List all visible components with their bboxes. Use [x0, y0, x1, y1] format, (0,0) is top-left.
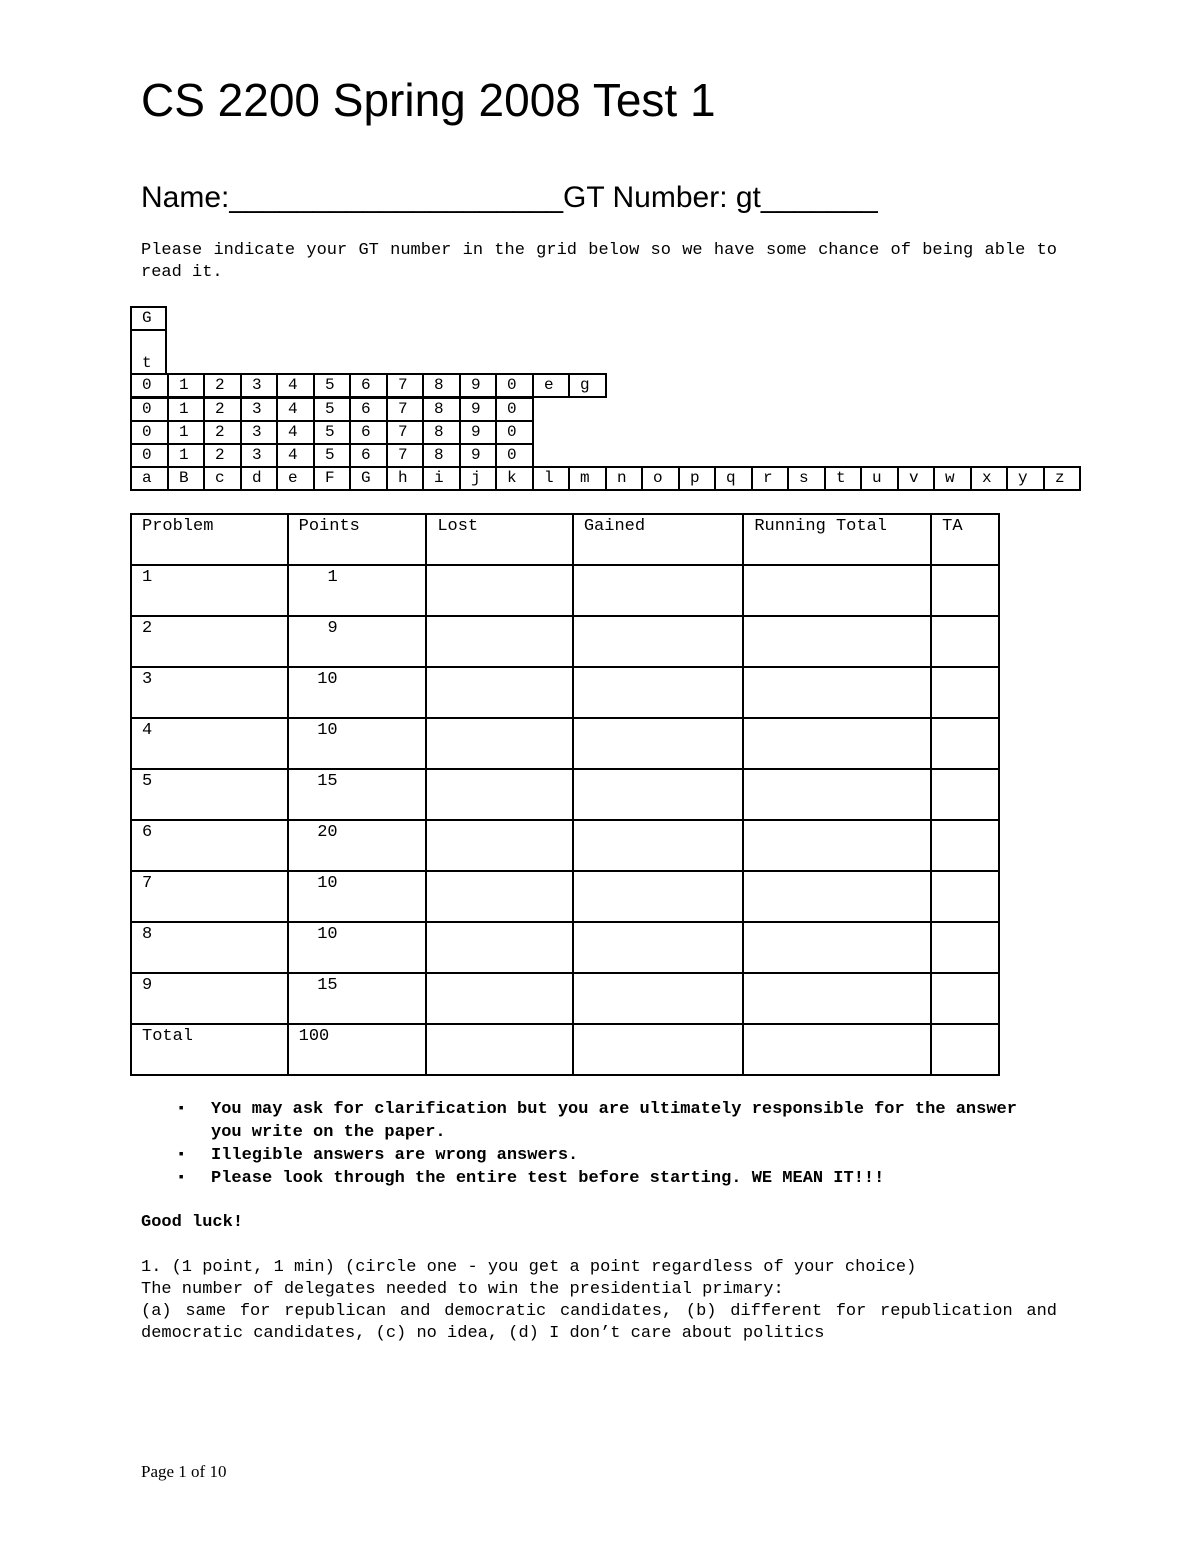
points-value: 100	[298, 1027, 330, 1046]
grid-cell[interactable]: 6	[349, 420, 388, 445]
grid-cell[interactable]: 3	[240, 373, 278, 398]
grid-cell[interactable]: j	[459, 466, 497, 491]
grid-cell[interactable]: 5	[313, 420, 351, 445]
problem-cell: Total	[131, 1024, 288, 1075]
bullet-icon: ▪	[177, 1101, 186, 1117]
running-total-cell[interactable]	[743, 820, 931, 871]
points-cell	[288, 616, 427, 667]
grid-cell[interactable]: a	[130, 466, 169, 491]
table-row	[131, 922, 999, 973]
grid-cell[interactable]: 0	[130, 373, 169, 398]
grid-cell[interactable]: h	[386, 466, 424, 491]
lost-cell[interactable]	[426, 565, 573, 616]
grid-cell[interactable]: s	[787, 466, 826, 491]
grid-cell[interactable]: w	[933, 466, 972, 491]
points-cell	[288, 667, 427, 718]
bullet-text: Illegible answers are wrong answers.	[211, 1146, 579, 1165]
running-total-cell[interactable]	[743, 871, 931, 922]
table-row	[131, 565, 999, 616]
lost-cell[interactable]	[426, 1024, 573, 1075]
gained-cell[interactable]	[573, 922, 744, 973]
gt-number-grid	[0, 0, 1200, 500]
page-number-footer: Page 1 of 10	[141, 1462, 227, 1481]
lost-cell[interactable]	[426, 616, 573, 667]
grid-cell[interactable]: 3	[240, 397, 278, 422]
grid-cell[interactable]: 0	[495, 397, 534, 422]
question-1-prompt: The number of delegates needed to win the presidential primary:	[141, 1280, 784, 1299]
grid-cell[interactable]: c	[203, 466, 242, 491]
points-value: 10	[317, 721, 338, 740]
grid-header-cell: G	[130, 306, 167, 331]
grid-cell[interactable]: 8	[422, 420, 461, 445]
grid-cell[interactable]: d	[240, 466, 278, 491]
lost-cell[interactable]	[426, 820, 573, 871]
gained-cell[interactable]	[573, 973, 744, 1024]
problem-cell: 1	[131, 565, 288, 616]
list-item	[141, 1167, 1041, 1190]
grid-cell[interactable]: 5	[313, 373, 351, 398]
problem-cell: 7	[131, 871, 288, 922]
grid-cell[interactable]: o	[641, 466, 680, 491]
column-header: TA	[931, 514, 999, 565]
column-header: Points	[288, 514, 427, 565]
grid-cell[interactable]: 9	[459, 443, 497, 468]
grid-cell[interactable]: 0	[130, 443, 169, 468]
grid-cell[interactable]: 3	[240, 420, 278, 445]
name-gt-number-line: Name:____________________GT Number: gt_______	[141, 181, 878, 214]
grid-cell[interactable]: 0	[495, 373, 534, 398]
gained-cell[interactable]	[573, 616, 744, 667]
grid-cell[interactable]: 7	[386, 420, 424, 445]
points-cell	[288, 820, 427, 871]
bullet-text: Please look through the entire test before starting. WE MEAN IT!!!	[211, 1169, 885, 1188]
grid-cell[interactable]: 9	[459, 397, 497, 422]
question-1	[141, 1257, 1057, 1345]
lost-cell[interactable]	[426, 667, 573, 718]
grid-cell[interactable]: k	[495, 466, 534, 491]
grid-cell[interactable]: 8	[422, 397, 461, 422]
points-value: 10	[317, 925, 338, 944]
problem-cell: 9	[131, 973, 288, 1024]
grid-cell[interactable]: 6	[349, 397, 388, 422]
points-value: 9	[327, 619, 338, 638]
grid-cell[interactable]: 6	[349, 373, 388, 398]
page-title: CS 2200 Spring 2008 Test 1	[141, 74, 716, 126]
grid-cell[interactable]: z	[1043, 466, 1081, 491]
running-total-cell[interactable]	[743, 718, 931, 769]
points-value: 15	[317, 976, 338, 995]
grid-cell[interactable]: 6	[349, 443, 388, 468]
grid-cell[interactable]: 0	[495, 420, 534, 445]
grid-cell[interactable]: 3	[240, 443, 278, 468]
gained-cell[interactable]	[573, 565, 744, 616]
grid-cell[interactable]: 5	[313, 443, 351, 468]
grid-cell[interactable]: q	[714, 466, 753, 491]
gained-cell[interactable]	[573, 1024, 744, 1075]
bullet-icon: ▪	[177, 1147, 186, 1163]
gained-cell[interactable]	[573, 871, 744, 922]
lost-cell[interactable]	[426, 718, 573, 769]
grid-cell[interactable]: v	[897, 466, 935, 491]
grid-cell[interactable]: 9	[459, 373, 497, 398]
grid-cell[interactable]: g	[568, 373, 607, 398]
points-cell	[288, 871, 427, 922]
grid-cell[interactable]: t	[824, 466, 862, 491]
grid-cell[interactable]: 1	[167, 397, 205, 422]
table-row	[131, 1024, 999, 1075]
grid-cell[interactable]: m	[568, 466, 607, 491]
table-row	[131, 718, 999, 769]
instruction-bullets	[141, 1098, 1041, 1190]
grid-cell[interactable]: 8	[422, 373, 461, 398]
gained-cell[interactable]	[573, 769, 744, 820]
column-header: Running Total	[743, 514, 931, 565]
points-value: 10	[317, 874, 338, 893]
table-row	[131, 667, 999, 718]
question-1-header: 1. (1 point, 1 min) (circle one - you get a point regardless of your choice)	[141, 1258, 917, 1277]
ta-cell[interactable]	[931, 871, 999, 922]
grid-cell[interactable]: B	[167, 466, 205, 491]
ta-cell[interactable]	[931, 667, 999, 718]
grid-cell[interactable]: 0	[495, 443, 534, 468]
grid-cell[interactable]: 9	[459, 420, 497, 445]
grid-cell[interactable]: 1	[167, 373, 205, 398]
table-row	[131, 820, 999, 871]
points-cell	[288, 973, 427, 1024]
running-total-cell[interactable]	[743, 973, 931, 1024]
bullet-text: You may ask for clarification but you are ultimately responsible for the answer you write on the paper.	[211, 1100, 1017, 1142]
points-value: 1	[327, 568, 338, 587]
list-item	[141, 1144, 1041, 1167]
grid-cell[interactable]: l	[532, 466, 570, 491]
grid-cell[interactable]: 4	[276, 443, 315, 468]
table-row	[131, 769, 999, 820]
grid-cell[interactable]: i	[422, 466, 461, 491]
ta-cell[interactable]	[931, 718, 999, 769]
grid-cell[interactable]: 2	[203, 397, 242, 422]
grid-cell[interactable]: e	[532, 373, 570, 398]
grid-cell[interactable]: 7	[386, 443, 424, 468]
points-cell	[288, 1024, 427, 1075]
column-header: Lost	[426, 514, 573, 565]
question-1-options: (a) same for republican and democratic candidates, (b) different for republication and democratic candidates, (c) no idea, (d) I don’t care about politics	[141, 1302, 1057, 1343]
ta-cell[interactable]	[931, 769, 999, 820]
running-total-cell[interactable]	[743, 565, 931, 616]
points-value: 10	[317, 670, 338, 689]
grid-cell[interactable]: r	[751, 466, 789, 491]
grid-cell[interactable]: e	[276, 466, 315, 491]
ta-cell[interactable]	[931, 820, 999, 871]
score-table-header-row	[131, 514, 999, 565]
running-total-cell[interactable]	[743, 922, 931, 973]
grid-cell[interactable]: p	[678, 466, 716, 491]
ta-cell[interactable]	[931, 616, 999, 667]
grid-cell[interactable]: 2	[203, 420, 242, 445]
grid-cell[interactable]: 0	[130, 397, 169, 422]
column-header: Gained	[573, 514, 744, 565]
list-item	[141, 1098, 1041, 1144]
points-cell	[288, 769, 427, 820]
points-cell	[288, 718, 427, 769]
grid-cell[interactable]: 8	[422, 443, 461, 468]
grid-header-cell: t	[130, 329, 167, 375]
gained-cell[interactable]	[573, 820, 744, 871]
ta-cell[interactable]	[931, 565, 999, 616]
running-total-cell[interactable]	[743, 667, 931, 718]
problem-cell: 3	[131, 667, 288, 718]
problem-cell: 6	[131, 820, 288, 871]
table-row	[131, 871, 999, 922]
grid-cell[interactable]: 2	[203, 443, 242, 468]
gained-cell[interactable]	[573, 718, 744, 769]
grid-cell[interactable]: 7	[386, 373, 424, 398]
good-luck-text: Good luck!	[141, 1213, 244, 1232]
points-cell	[288, 922, 427, 973]
running-total-cell[interactable]	[743, 616, 931, 667]
problem-cell: 5	[131, 769, 288, 820]
ta-cell[interactable]	[931, 1024, 999, 1075]
grid-cell[interactable]: F	[313, 466, 351, 491]
points-value: 20	[317, 823, 338, 842]
table-row	[131, 616, 999, 667]
grid-cell[interactable]: 1	[167, 420, 205, 445]
lost-cell[interactable]	[426, 769, 573, 820]
running-total-cell[interactable]	[743, 769, 931, 820]
grid-cell[interactable]: 5	[313, 397, 351, 422]
points-cell	[288, 565, 427, 616]
grid-cell[interactable]: 0	[130, 420, 169, 445]
score-table	[130, 513, 1000, 1076]
points-value: 15	[317, 772, 338, 791]
grid-cell[interactable]: x	[970, 466, 1008, 491]
gained-cell[interactable]	[573, 667, 744, 718]
problem-cell: 8	[131, 922, 288, 973]
grid-cell[interactable]: 1	[167, 443, 205, 468]
lost-cell[interactable]	[426, 922, 573, 973]
gt-grid-instructions: Please indicate your GT number in the grid below so we have some chance of being able to read it.	[141, 241, 1057, 282]
table-row	[131, 973, 999, 1024]
problem-cell: 4	[131, 718, 288, 769]
grid-cell[interactable]: 7	[386, 397, 424, 422]
grid-cell[interactable]: 2	[203, 373, 242, 398]
grid-cell[interactable]: 4	[276, 373, 315, 398]
lost-cell[interactable]	[426, 871, 573, 922]
column-header: Problem	[131, 514, 288, 565]
lost-cell[interactable]	[426, 973, 573, 1024]
grid-cell[interactable]: n	[605, 466, 643, 491]
problem-cell: 2	[131, 616, 288, 667]
ta-cell[interactable]	[931, 973, 999, 1024]
bullet-icon: ▪	[177, 1170, 186, 1186]
grid-cell[interactable]: 4	[276, 397, 315, 422]
grid-cell[interactable]: y	[1006, 466, 1045, 491]
grid-cell[interactable]: 4	[276, 420, 315, 445]
running-total-cell[interactable]	[743, 1024, 931, 1075]
grid-cell[interactable]: G	[349, 466, 388, 491]
grid-cell[interactable]: u	[860, 466, 899, 491]
ta-cell[interactable]	[931, 922, 999, 973]
